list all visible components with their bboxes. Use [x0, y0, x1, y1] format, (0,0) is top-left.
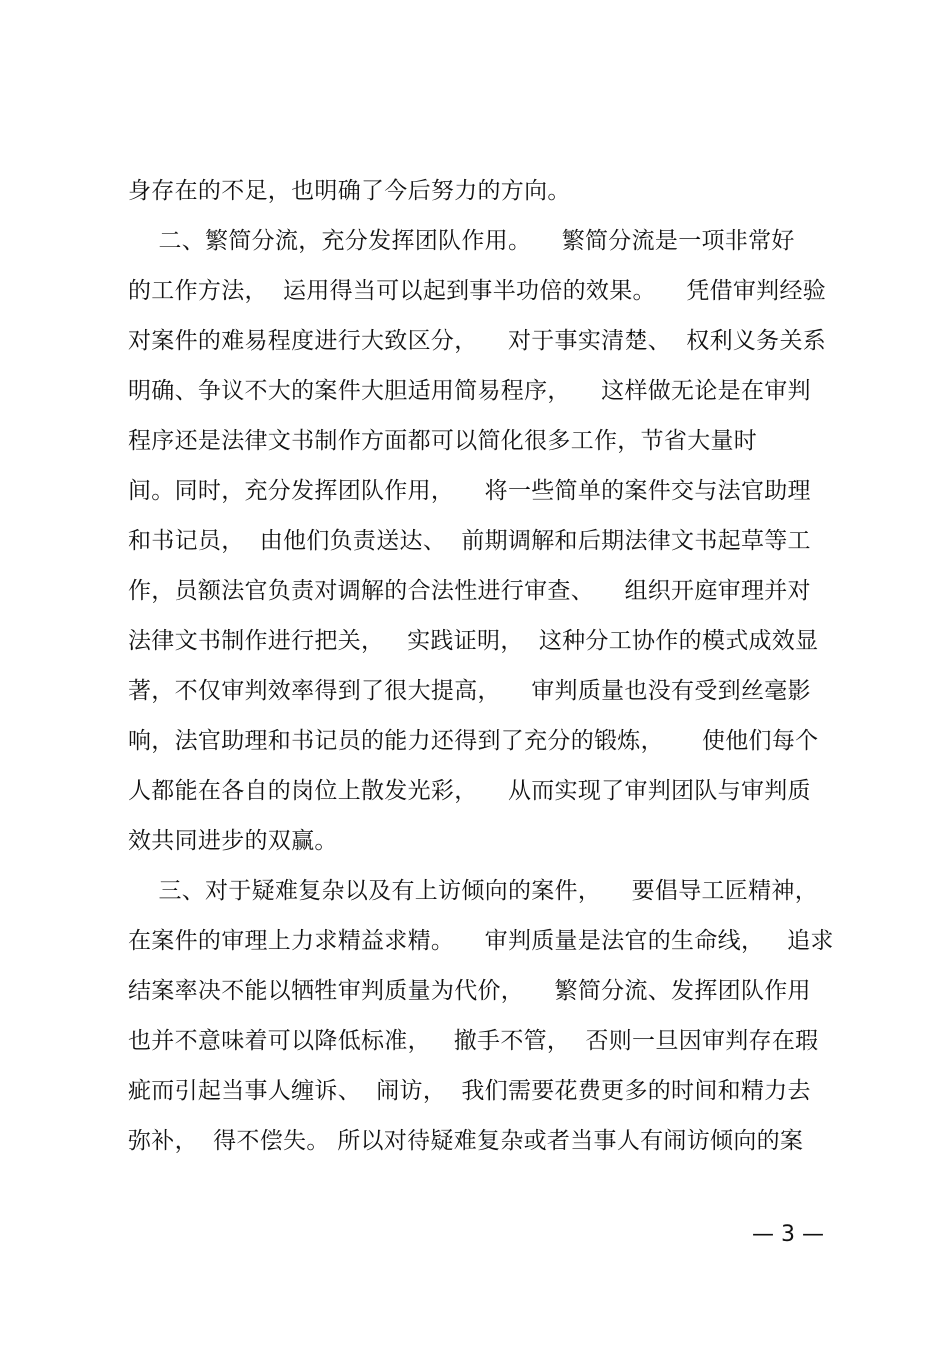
text-line: 明确、争议不大的案件大胆适用简易程序， 这样做无论是在审判 [128, 378, 811, 404]
text-line: 在案件的审理上力求精益求精。 审判质量是法官的生命线， 追求 [128, 928, 834, 954]
text-line: 也并不意味着可以降低标准， 撤手不管， 否则一旦因审判存在瑕 [128, 1028, 819, 1054]
text-line: 疵而引起当事人缠诉、 闹访， 我们需要花费更多的时间和精力去 [128, 1078, 811, 1104]
text-line: 和书记员， 由他们负责送达、 前期调解和后期法律文书起草等工 [128, 528, 811, 554]
text-line: 的工作方法， 运用得当可以起到事半功倍的效果。 凭借审判经验 [128, 278, 827, 304]
text-line: 法律文书制作进行把关， 实践证明， 这种分工协作的模式成效显 [128, 628, 819, 654]
text-line: 三、对于疑难复杂以及有上访倾向的案件， 要倡导工匠精神， [128, 878, 818, 904]
page-number: — 3 — [752, 1222, 824, 1247]
text-line: 效共同进步的双赢。 [128, 828, 338, 854]
text-line: 作，员额法官负责对调解的合法性进行审查、 组织开庭审理并对 [128, 578, 811, 604]
text-line: 身存在的不足，也明确了今后努力的方向。 [128, 178, 571, 204]
text-line: 弥补， 得不偿失。 所以对待疑难复杂或者当事人有闹访倾向的案 [128, 1128, 804, 1154]
text-line: 著，不仅审判效率得到了很大提高， 审判质量也没有受到丝毫影 [128, 678, 811, 704]
text-line: 程序还是法律文书制作方面都可以简化很多工作，节省大量时 [128, 428, 758, 454]
text-line: 间。同时，充分发挥团队作用， 将一些简单的案件交与法官助理 [128, 478, 811, 504]
text-line: 对案件的难易程度进行大致区分， 对于事实清楚、 权利义务关系 [128, 328, 827, 354]
text-line: 结案率决不能以牺牲审判质量为代价， 繁简分流、发挥团队作用 [128, 978, 811, 1004]
text-line: 人都能在各自的岗位上散发光彩， 从而实现了审判团队与审判质 [128, 778, 811, 804]
text-line: 响，法官助理和书记员的能力还得到了充分的锻炼， 使他们每个 [128, 728, 819, 754]
text-line: 二、繁简分流，充分发挥团队作用。 繁简分流是一项非常好 [128, 228, 795, 254]
